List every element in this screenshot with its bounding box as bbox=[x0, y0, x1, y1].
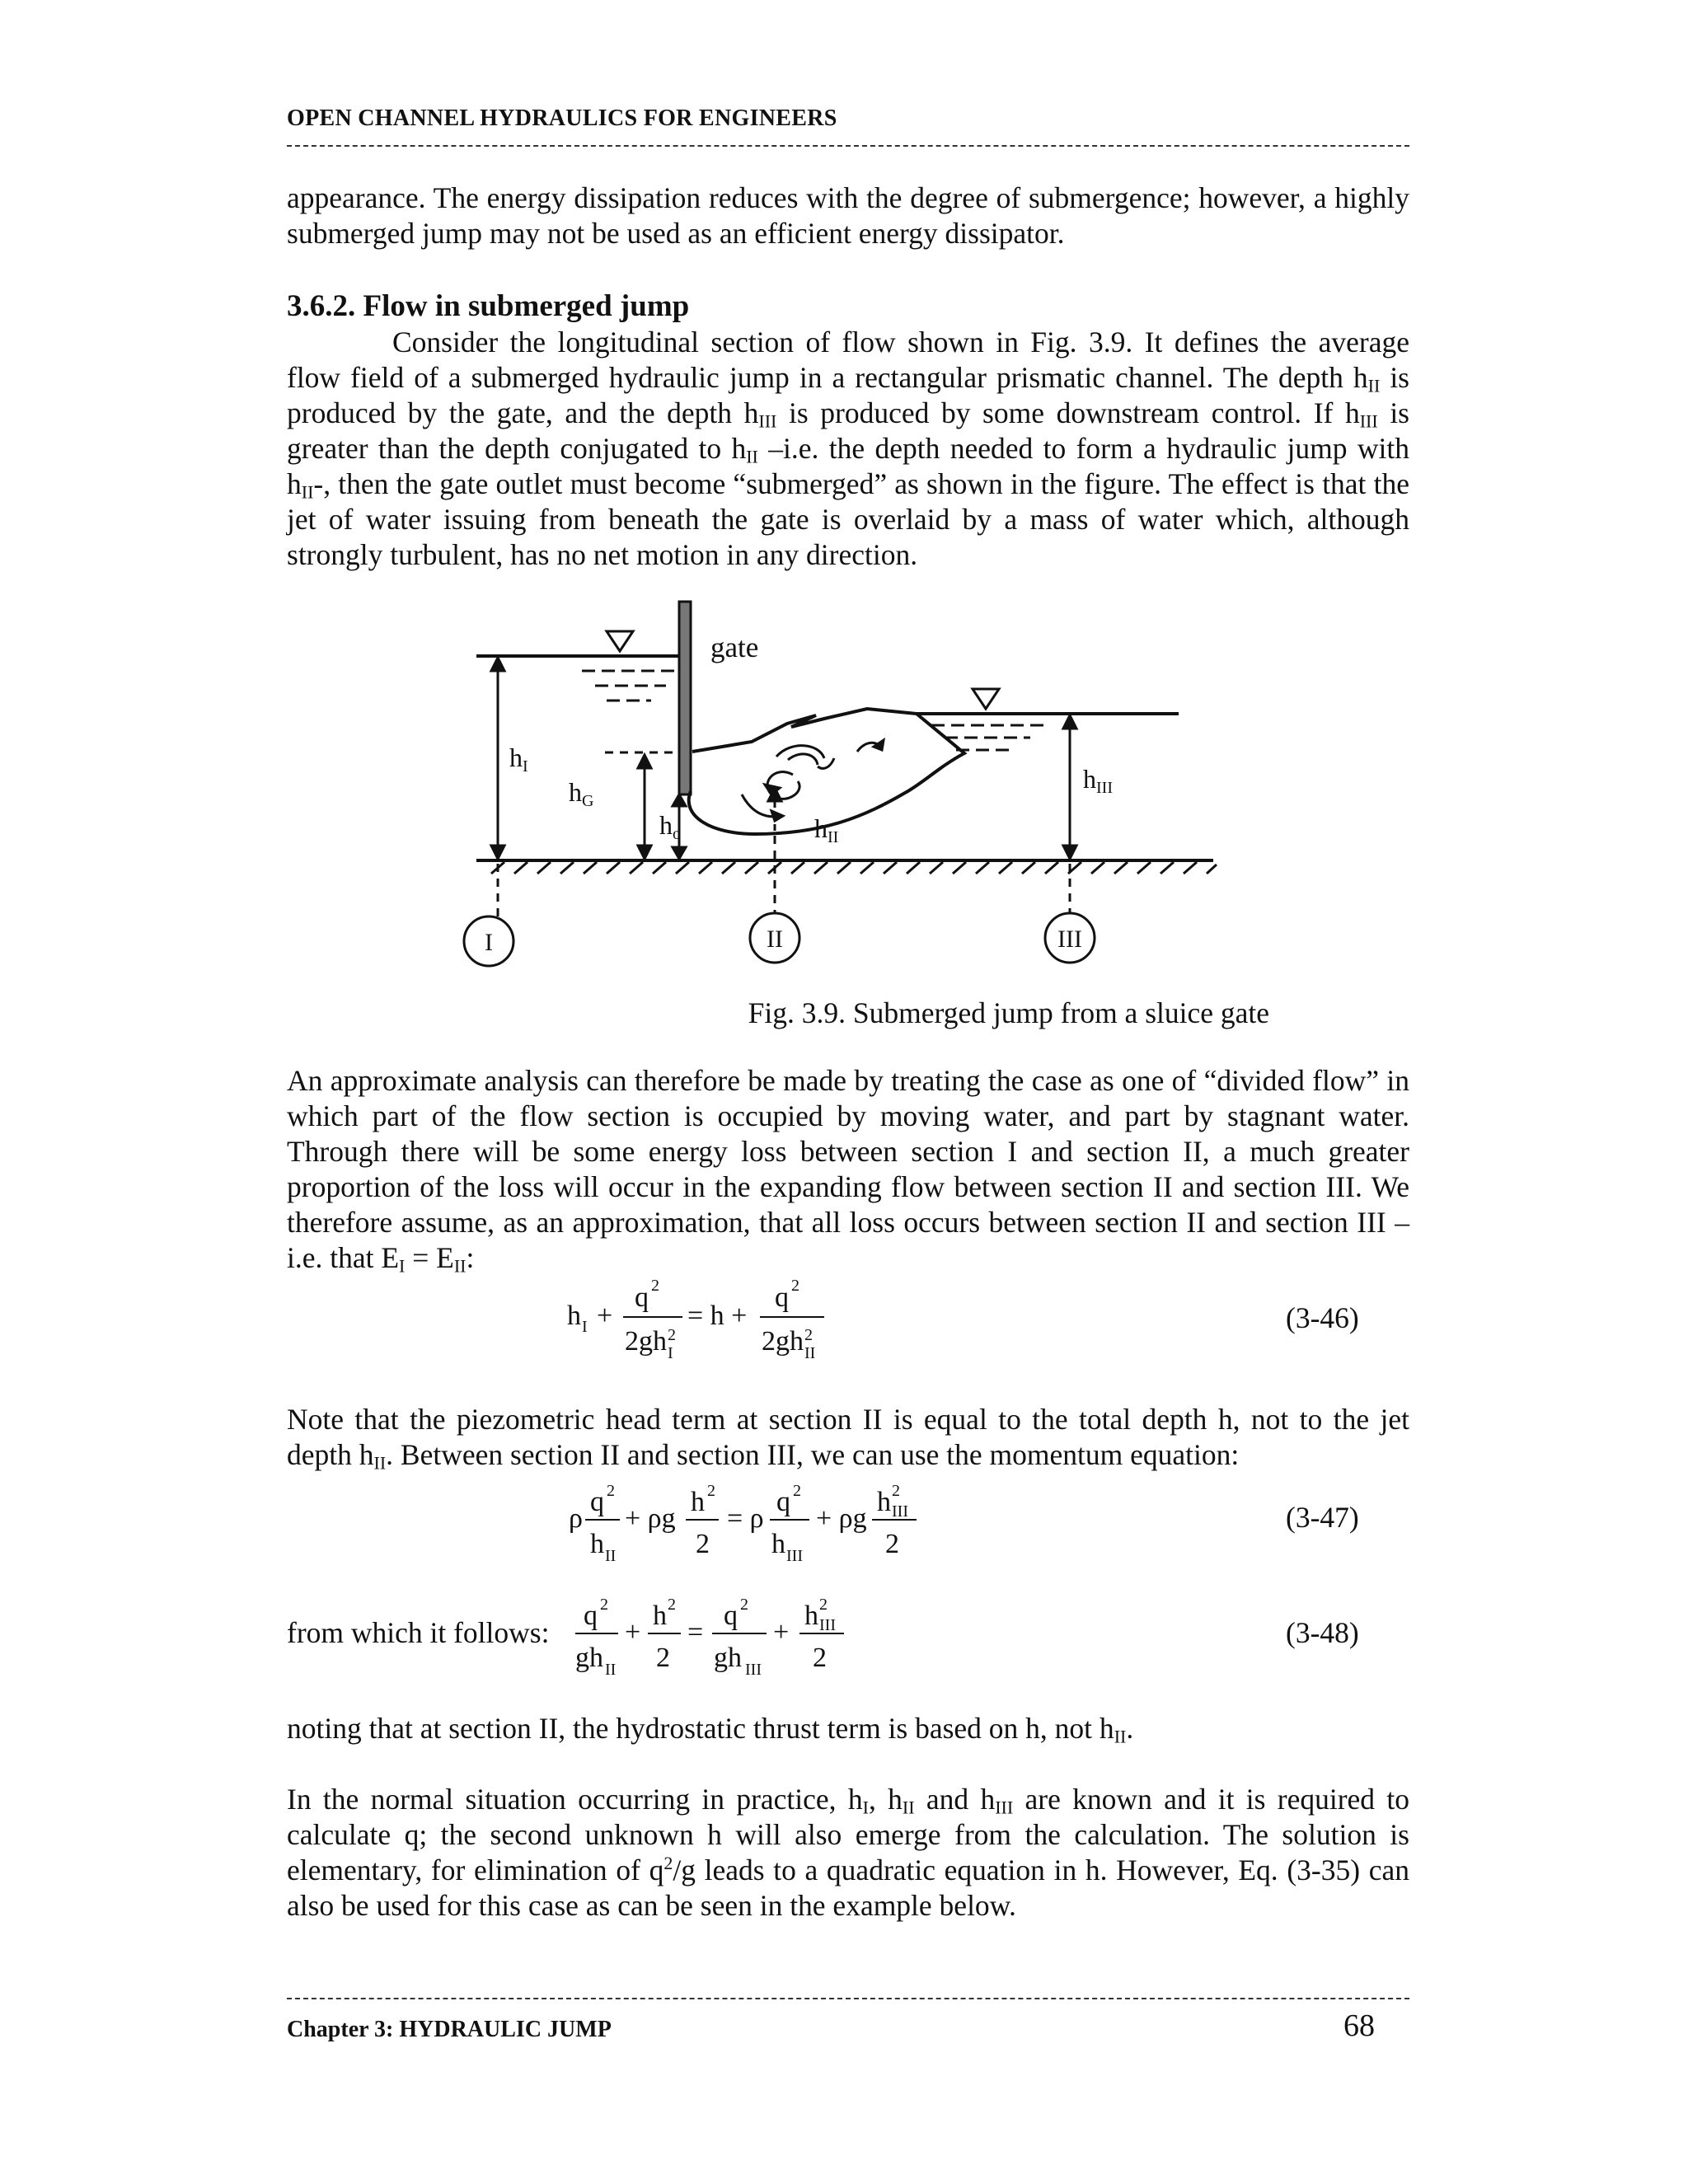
svg-text:2: 2 bbox=[791, 1277, 799, 1295]
svg-text:2: 2 bbox=[668, 1596, 676, 1614]
intro-text: appearance. The energy dissipation reduces with the degree of submergence; however, a highly submerged jump may not be used as an efficient energy dissipator. bbox=[287, 181, 1409, 250]
svg-text:III: III bbox=[786, 1547, 803, 1565]
svg-text:h: h bbox=[590, 1529, 604, 1559]
svg-text:+: + bbox=[625, 1617, 641, 1647]
label-hG: hG bbox=[569, 777, 594, 810]
footer-rule bbox=[287, 1998, 1409, 1999]
svg-text:gh: gh bbox=[714, 1643, 742, 1673]
eddy-arrows bbox=[742, 740, 884, 821]
svg-text:2gh: 2gh bbox=[625, 1326, 667, 1357]
label-ho: ho bbox=[659, 810, 681, 843]
svg-text:ρ: ρ bbox=[569, 1503, 583, 1534]
section-paragraph: Consider the longitudinal section of flow shown in Fig. 3.9. It defines the average flow field of a submerged hydraulic jump in a rectangular prismatic channel. The depth $h_{II}$ is produced by the gate, and the depth $h_{III}$ is produced by some downstream control. If $h_{III}$ is greater than the depth conjugated to $h_{II}$ –i.e. the depth needed to form a hydraulic jump with $h_{II}-$, then the gate outlet must become “submerged” as shown in the figure. The effect is that the jet of water issuing from beneath the gate is overlaid by a mass of water which, although strongly turbulent, has no net motion in any direction. bbox=[287, 326, 1410, 571]
svg-text:2: 2 bbox=[707, 1482, 715, 1500]
svg-text:q: q bbox=[724, 1601, 738, 1631]
upstream-surface-dashes bbox=[582, 671, 678, 701]
section-II-label: II bbox=[767, 926, 783, 953]
eq-3-46-number: (3-46) bbox=[1286, 1301, 1359, 1334]
svg-text:+ ρg: + ρg bbox=[625, 1503, 676, 1534]
eq-3-47-number: (3-47) bbox=[1286, 1501, 1359, 1534]
svg-text:+ ρg: + ρg bbox=[816, 1503, 867, 1534]
svg-text:2: 2 bbox=[885, 1529, 899, 1559]
svg-text:= h +: = h + bbox=[687, 1301, 748, 1331]
svg-text:h: h bbox=[804, 1601, 818, 1631]
svg-text:II: II bbox=[804, 1344, 816, 1362]
downstream-level-triangle-icon bbox=[973, 689, 999, 709]
svg-text:II: II bbox=[605, 1547, 617, 1565]
section-lines bbox=[498, 836, 1070, 916]
svg-text:2: 2 bbox=[607, 1482, 615, 1500]
svg-text:q: q bbox=[635, 1282, 649, 1313]
svg-text:2: 2 bbox=[804, 1326, 813, 1344]
svg-text:2: 2 bbox=[668, 1326, 676, 1344]
label-hI: hI bbox=[509, 743, 528, 776]
equation-3-46 bbox=[544, 1269, 857, 1368]
section-III-label: III bbox=[1057, 926, 1082, 953]
svg-text:III: III bbox=[892, 1502, 908, 1521]
svg-text:+: + bbox=[773, 1617, 790, 1647]
svg-text:II: II bbox=[605, 1661, 617, 1679]
sluice-gate-figure bbox=[0, 0, 1688, 989]
gate-label: gate bbox=[710, 631, 759, 663]
svg-text:=: = bbox=[687, 1617, 704, 1647]
svg-text:h: h bbox=[567, 1301, 581, 1331]
label-hIII: hIII bbox=[1083, 764, 1113, 797]
svg-text:2: 2 bbox=[696, 1529, 710, 1559]
analysis-paragraph: An approximate analysis can therefore be made by treating the case as one of “divided flow” in which part of the flow section is occupied by moving water, and part by stagnant water. Through there will be some energy loss between section I and section II, a much greater proportion of the loss will occur in the expanding flow between section II and section III. We therefore assume, as an approximation, that all loss occurs between section II and section III –i.e. that $E_I = E_{II}$: bbox=[287, 1064, 1409, 1277]
svg-text:I: I bbox=[582, 1318, 588, 1336]
downstream-surface-dashes bbox=[931, 725, 1047, 750]
section-heading: 3.6.2. Flow in submerged jump bbox=[287, 289, 690, 323]
svg-text:2gh: 2gh bbox=[762, 1326, 804, 1357]
svg-text:q: q bbox=[775, 1282, 789, 1313]
svg-text:h: h bbox=[691, 1487, 705, 1517]
page-number: 68 bbox=[1343, 2008, 1375, 2043]
svg-text:h: h bbox=[653, 1601, 667, 1631]
svg-text:q: q bbox=[584, 1601, 598, 1631]
running-title: OPEN CHANNEL HYDRAULICS FOR ENGINEERS bbox=[287, 105, 837, 131]
svg-text:q: q bbox=[776, 1487, 790, 1517]
equation-3-47 bbox=[544, 1474, 940, 1572]
svg-text:gh: gh bbox=[575, 1643, 603, 1673]
svg-text:h: h bbox=[877, 1487, 891, 1517]
svg-text:2: 2 bbox=[819, 1596, 828, 1614]
svg-text:h: h bbox=[771, 1529, 785, 1559]
svg-text:2: 2 bbox=[651, 1277, 659, 1295]
figure-caption: Fig. 3.9. Submerged jump from a sluice gate bbox=[748, 996, 1269, 1029]
eq-3-48-number: (3-48) bbox=[1286, 1616, 1359, 1649]
svg-text:2: 2 bbox=[892, 1482, 900, 1500]
svg-text:I: I bbox=[668, 1344, 673, 1362]
label-hII: hII bbox=[814, 813, 839, 846]
svg-text:= ρ: = ρ bbox=[727, 1503, 764, 1534]
equation-3-48 bbox=[569, 1587, 865, 1686]
svg-text:2: 2 bbox=[656, 1643, 670, 1673]
upstream-level-triangle-icon bbox=[607, 631, 633, 651]
svg-text:2: 2 bbox=[813, 1643, 827, 1673]
footer-chapter: Chapter 3: HYDRAULIC JUMP bbox=[287, 2017, 612, 2042]
final-paragraph: In the normal situation occurring in practice, $h_I$, $h_{II}$ and $h_{III}$ are known and it is required to calculate q; the second unknown h will also emerge from the calculation. The solution is elementary, for elimination of $q^2/g$ leads to a quadratic equation in h. However, Eq. (3-35) can also be used for this case as can be seen in the example below. bbox=[287, 1783, 1409, 1922]
svg-text:2: 2 bbox=[600, 1596, 608, 1614]
svg-text:III: III bbox=[819, 1616, 836, 1634]
svg-text:+: + bbox=[597, 1301, 613, 1331]
svg-text:2: 2 bbox=[793, 1482, 801, 1500]
eq-3-48-lead: from which it follows: bbox=[287, 1616, 550, 1649]
note-paragraph: Note that the piezometric head term at section II is equal to the total depth h, not to the jet depth $h_{II}$. Between section II and section III, we can use the momentum equation: bbox=[287, 1403, 1409, 1474]
svg-text:2: 2 bbox=[740, 1596, 748, 1614]
noting-paragraph: noting that at section II, the hydrostatic thrust term is based on h, not $h_{II}$. bbox=[287, 1712, 1134, 1747]
svg-text:q: q bbox=[590, 1487, 604, 1517]
section-I-label: I bbox=[485, 929, 493, 956]
bed-hatching bbox=[491, 862, 1217, 874]
sluice-gate bbox=[679, 602, 691, 794]
svg-text:III: III bbox=[745, 1661, 762, 1679]
